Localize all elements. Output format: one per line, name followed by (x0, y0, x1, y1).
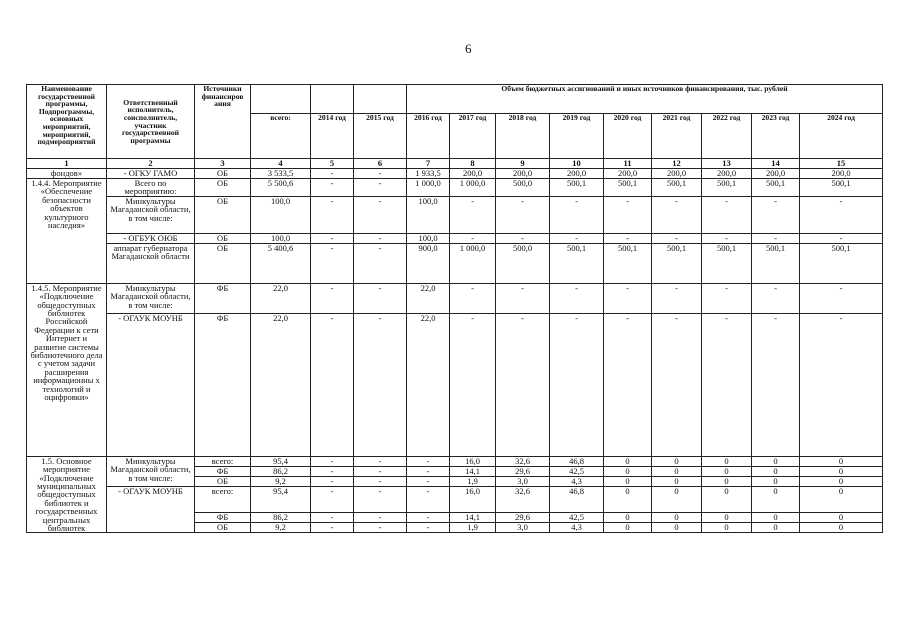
row-source: ОБ (195, 233, 251, 243)
value-cell: 4,3 (550, 476, 604, 486)
row-responsible: Минкультуры Магаданской области, в том числе: (107, 456, 195, 486)
value-cell: 0 (604, 466, 652, 476)
row-source: ОБ (195, 523, 251, 533)
value-cell: 100,0 (251, 233, 311, 243)
value-cell: - (450, 196, 496, 233)
value-cell: - (354, 476, 407, 486)
value-cell: - (407, 466, 450, 476)
value-cell: 29,6 (496, 513, 550, 523)
value-cell: 100,0 (407, 196, 450, 233)
value-cell: - (354, 486, 407, 513)
value-cell: 9,2 (251, 476, 311, 486)
value-cell: 22,0 (251, 283, 311, 313)
header-source: Источники финансиров ания (195, 85, 251, 159)
value-cell: - (702, 313, 752, 456)
value-cell: - (450, 313, 496, 456)
table-row (27, 456, 883, 466)
value-cell: 0 (752, 466, 800, 476)
value-cell: 200,0 (702, 169, 752, 179)
value-cell: - (752, 283, 800, 313)
value-cell: 32,6 (496, 456, 550, 466)
value-cell: 0 (652, 456, 702, 466)
value-cell: 200,0 (496, 169, 550, 179)
header-year: 2024 год (800, 114, 883, 159)
value-cell: 200,0 (450, 169, 496, 179)
value-cell: - (354, 313, 407, 456)
value-cell: 42,5 (550, 513, 604, 523)
value-cell: 0 (604, 476, 652, 486)
value-cell: 1,9 (450, 476, 496, 486)
header-year: 2016 год (407, 114, 450, 159)
row-source: ОБ (195, 196, 251, 233)
value-cell: - (496, 283, 550, 313)
value-cell: - (652, 233, 702, 243)
value-cell: - (311, 243, 354, 283)
value-cell: - (550, 233, 604, 243)
row-responsible: Минкультуры Магаданской области, в том числе: (107, 283, 195, 313)
value-cell: - (702, 233, 752, 243)
header-name: Наименование государственной программы, Подпрограммы, основных мероприятий, мероприятий, подмероприятий (27, 85, 107, 159)
column-number: 13 (702, 159, 752, 169)
value-cell: - (311, 486, 354, 513)
value-cell: 0 (800, 476, 883, 486)
value-cell: 500,1 (604, 243, 652, 283)
table-row (27, 179, 883, 197)
table-row (27, 313, 883, 456)
value-cell: 1 000,0 (450, 243, 496, 283)
header-volume: Объем бюджетных ассигнований и иных источников финансирования, тыс. рублей (407, 85, 883, 114)
value-cell: 46,8 (550, 456, 604, 466)
value-cell: - (702, 196, 752, 233)
value-cell: 3 533,5 (251, 169, 311, 179)
value-cell: 500,1 (702, 243, 752, 283)
row-source: ФБ (195, 283, 251, 313)
value-cell: - (311, 466, 354, 476)
value-cell: 22,0 (251, 313, 311, 456)
value-cell: - (407, 523, 450, 533)
column-number: 4 (251, 159, 311, 169)
value-cell: 0 (652, 513, 702, 523)
value-cell: 0 (652, 466, 702, 476)
value-cell: 0 (604, 513, 652, 523)
column-number: 6 (354, 159, 407, 169)
value-cell: 900,0 (407, 243, 450, 283)
row-name: 1.4.4. Мероприятие «Обеспечение безопасности объектов культурного наследия» (27, 179, 107, 284)
value-cell: 500,1 (752, 179, 800, 197)
row-responsible: - ОГАУК МОУНБ (107, 313, 195, 456)
table-row (27, 243, 883, 283)
header-year: 2014 год (311, 114, 354, 159)
value-cell: - (407, 476, 450, 486)
value-cell: 500,1 (752, 243, 800, 283)
value-cell: 0 (800, 466, 883, 476)
value-cell: - (311, 169, 354, 179)
value-cell: - (311, 196, 354, 233)
value-cell: 32,6 (496, 486, 550, 513)
value-cell: - (652, 196, 702, 233)
value-cell: - (354, 196, 407, 233)
header-responsible: Ответственный исполнитель, соисполнитель, участник государственной программы (107, 85, 195, 159)
value-cell: 100,0 (407, 233, 450, 243)
table-row (27, 169, 883, 179)
value-cell: - (354, 456, 407, 466)
value-cell: 0 (604, 486, 652, 513)
column-number: 9 (496, 159, 550, 169)
row-name: 1.4.5. Мероприятие «Подключение общедоступных библиотек Российской Федерации к сети Интернет и развитие системы библиотечного дела с учетом задачи расширения информационны х технологий и оцифровки» (27, 283, 107, 456)
row-source: всего: (195, 456, 251, 466)
column-number: 7 (407, 159, 450, 169)
value-cell: 86,2 (251, 513, 311, 523)
value-cell: 5 400,6 (251, 243, 311, 283)
value-cell: - (311, 476, 354, 486)
value-cell: 0 (752, 513, 800, 523)
value-cell: - (354, 466, 407, 476)
value-cell: - (496, 313, 550, 456)
value-cell: 16,0 (450, 486, 496, 513)
header-blank-2014 (311, 85, 354, 114)
header-year: 2019 год (550, 114, 604, 159)
value-cell: 0 (702, 476, 752, 486)
value-cell: 0 (752, 476, 800, 486)
row-responsible: - ОГАУК МОУНБ (107, 486, 195, 533)
value-cell: 0 (800, 486, 883, 513)
header-year: 2018 год (496, 114, 550, 159)
value-cell: - (354, 179, 407, 197)
header-blank-total (251, 85, 311, 114)
value-cell: 500,1 (550, 243, 604, 283)
value-cell: - (407, 456, 450, 466)
value-cell: 500,1 (550, 179, 604, 197)
value-cell: 0 (702, 486, 752, 513)
value-cell: 500,1 (800, 179, 883, 197)
value-cell: 16,0 (450, 456, 496, 466)
value-cell: - (800, 283, 883, 313)
value-cell: 0 (604, 523, 652, 533)
value-cell: - (311, 523, 354, 533)
value-cell: 22,0 (407, 283, 450, 313)
column-number: 11 (604, 159, 652, 169)
row-responsible: Минкультуры Магаданской области, в том числе: (107, 196, 195, 233)
value-cell: - (752, 313, 800, 456)
value-cell: 5 500,6 (251, 179, 311, 197)
value-cell: 14,1 (450, 513, 496, 523)
value-cell: 0 (702, 456, 752, 466)
value-cell: - (311, 283, 354, 313)
column-number: 8 (450, 159, 496, 169)
value-cell: - (311, 179, 354, 197)
header-year: 2021 год (652, 114, 702, 159)
value-cell: 0 (702, 513, 752, 523)
value-cell: - (800, 196, 883, 233)
table-row (27, 283, 883, 313)
row-responsible: - ОГБУК ОЮБ (107, 233, 195, 243)
value-cell: - (652, 283, 702, 313)
row-name: фондов» (27, 169, 107, 179)
table-row (27, 486, 883, 513)
column-number: 1 (27, 159, 107, 169)
value-cell: - (752, 196, 800, 233)
table-row (27, 233, 883, 243)
value-cell: - (354, 243, 407, 283)
value-cell: - (604, 313, 652, 456)
page-number: 6 (465, 41, 472, 56)
row-responsible: аппарат губернатора Магаданской области (107, 243, 195, 283)
value-cell: - (604, 196, 652, 233)
value-cell: - (550, 313, 604, 456)
value-cell: 200,0 (604, 169, 652, 179)
row-source: ОБ (195, 179, 251, 197)
value-cell: 100,0 (251, 196, 311, 233)
column-number: 10 (550, 159, 604, 169)
value-cell: 500,1 (652, 179, 702, 197)
value-cell: 500,1 (604, 179, 652, 197)
value-cell: 0 (752, 456, 800, 466)
value-cell: 0 (604, 456, 652, 466)
row-source: ОБ (195, 476, 251, 486)
value-cell: 14,1 (450, 466, 496, 476)
row-source: ФБ (195, 466, 251, 476)
value-cell: 1 933,5 (407, 169, 450, 179)
row-source: ФБ (195, 513, 251, 523)
value-cell: 200,0 (800, 169, 883, 179)
value-cell: 200,0 (550, 169, 604, 179)
header-total: всего: (251, 114, 311, 159)
value-cell: 4,3 (550, 523, 604, 533)
row-responsible: Всего по мероприятию: (107, 179, 195, 197)
value-cell: 0 (800, 513, 883, 523)
value-cell: 500,1 (702, 179, 752, 197)
value-cell: 500,1 (800, 243, 883, 283)
value-cell: - (800, 313, 883, 456)
header-year: 2017 год (450, 114, 496, 159)
value-cell: 1 000,0 (407, 179, 450, 197)
value-cell: 200,0 (752, 169, 800, 179)
row-source: ФБ (195, 313, 251, 456)
value-cell: 95,4 (251, 486, 311, 513)
value-cell: 0 (702, 466, 752, 476)
header-blank-2015 (354, 85, 407, 114)
column-number: 2 (107, 159, 195, 169)
value-cell: 0 (652, 486, 702, 513)
value-cell: - (496, 233, 550, 243)
value-cell: - (311, 313, 354, 456)
column-number: 15 (800, 159, 883, 169)
value-cell: 200,0 (652, 169, 702, 179)
value-cell: - (702, 283, 752, 313)
value-cell: 22,0 (407, 313, 450, 456)
value-cell: 0 (752, 486, 800, 513)
value-cell: - (550, 196, 604, 233)
value-cell: - (752, 233, 800, 243)
row-responsible: - ОГКУ ГАМО (107, 169, 195, 179)
value-cell: 0 (800, 523, 883, 533)
value-cell: - (311, 233, 354, 243)
value-cell: 0 (702, 523, 752, 533)
value-cell: 1 000,0 (450, 179, 496, 197)
value-cell: - (354, 513, 407, 523)
column-number: 3 (195, 159, 251, 169)
value-cell: 0 (652, 476, 702, 486)
value-cell: 500,0 (496, 243, 550, 283)
value-cell: 46,8 (550, 486, 604, 513)
value-cell: 3,0 (496, 476, 550, 486)
value-cell: - (354, 169, 407, 179)
value-cell: 29,6 (496, 466, 550, 476)
value-cell: - (800, 233, 883, 243)
value-cell: 9,2 (251, 523, 311, 533)
column-number: 5 (311, 159, 354, 169)
value-cell: - (450, 233, 496, 243)
table-row (27, 196, 883, 233)
value-cell: - (550, 283, 604, 313)
value-cell: - (604, 283, 652, 313)
row-source: ОБ (195, 169, 251, 179)
value-cell: 0 (800, 456, 883, 466)
value-cell: - (407, 486, 450, 513)
value-cell: - (311, 456, 354, 466)
row-source: ОБ (195, 243, 251, 283)
header-year: 2015 год (354, 114, 407, 159)
value-cell: 95,4 (251, 456, 311, 466)
value-cell: 3,0 (496, 523, 550, 533)
row-source: всего: (195, 486, 251, 513)
value-cell: - (604, 233, 652, 243)
header-year: 2020 год (604, 114, 652, 159)
value-cell: 500,1 (652, 243, 702, 283)
row-name: 1.5. Основное мероприятие «Подключение муниципальных общедоступных библиотек и государственных центральных библиотек (27, 456, 107, 533)
value-cell: - (652, 313, 702, 456)
header-year: 2022 год (702, 114, 752, 159)
value-cell: - (354, 523, 407, 533)
value-cell: 0 (752, 523, 800, 533)
value-cell: - (450, 283, 496, 313)
value-cell: - (354, 233, 407, 243)
value-cell: 500,0 (496, 179, 550, 197)
header-year: 2023 год (752, 114, 800, 159)
column-number: 12 (652, 159, 702, 169)
value-cell: 42,5 (550, 466, 604, 476)
value-cell: 86,2 (251, 466, 311, 476)
value-cell: 1,9 (450, 523, 496, 533)
value-cell: - (496, 196, 550, 233)
value-cell: 0 (652, 523, 702, 533)
column-number: 14 (752, 159, 800, 169)
value-cell: - (407, 513, 450, 523)
budget-table (26, 84, 883, 533)
value-cell: - (354, 283, 407, 313)
value-cell: - (311, 513, 354, 523)
